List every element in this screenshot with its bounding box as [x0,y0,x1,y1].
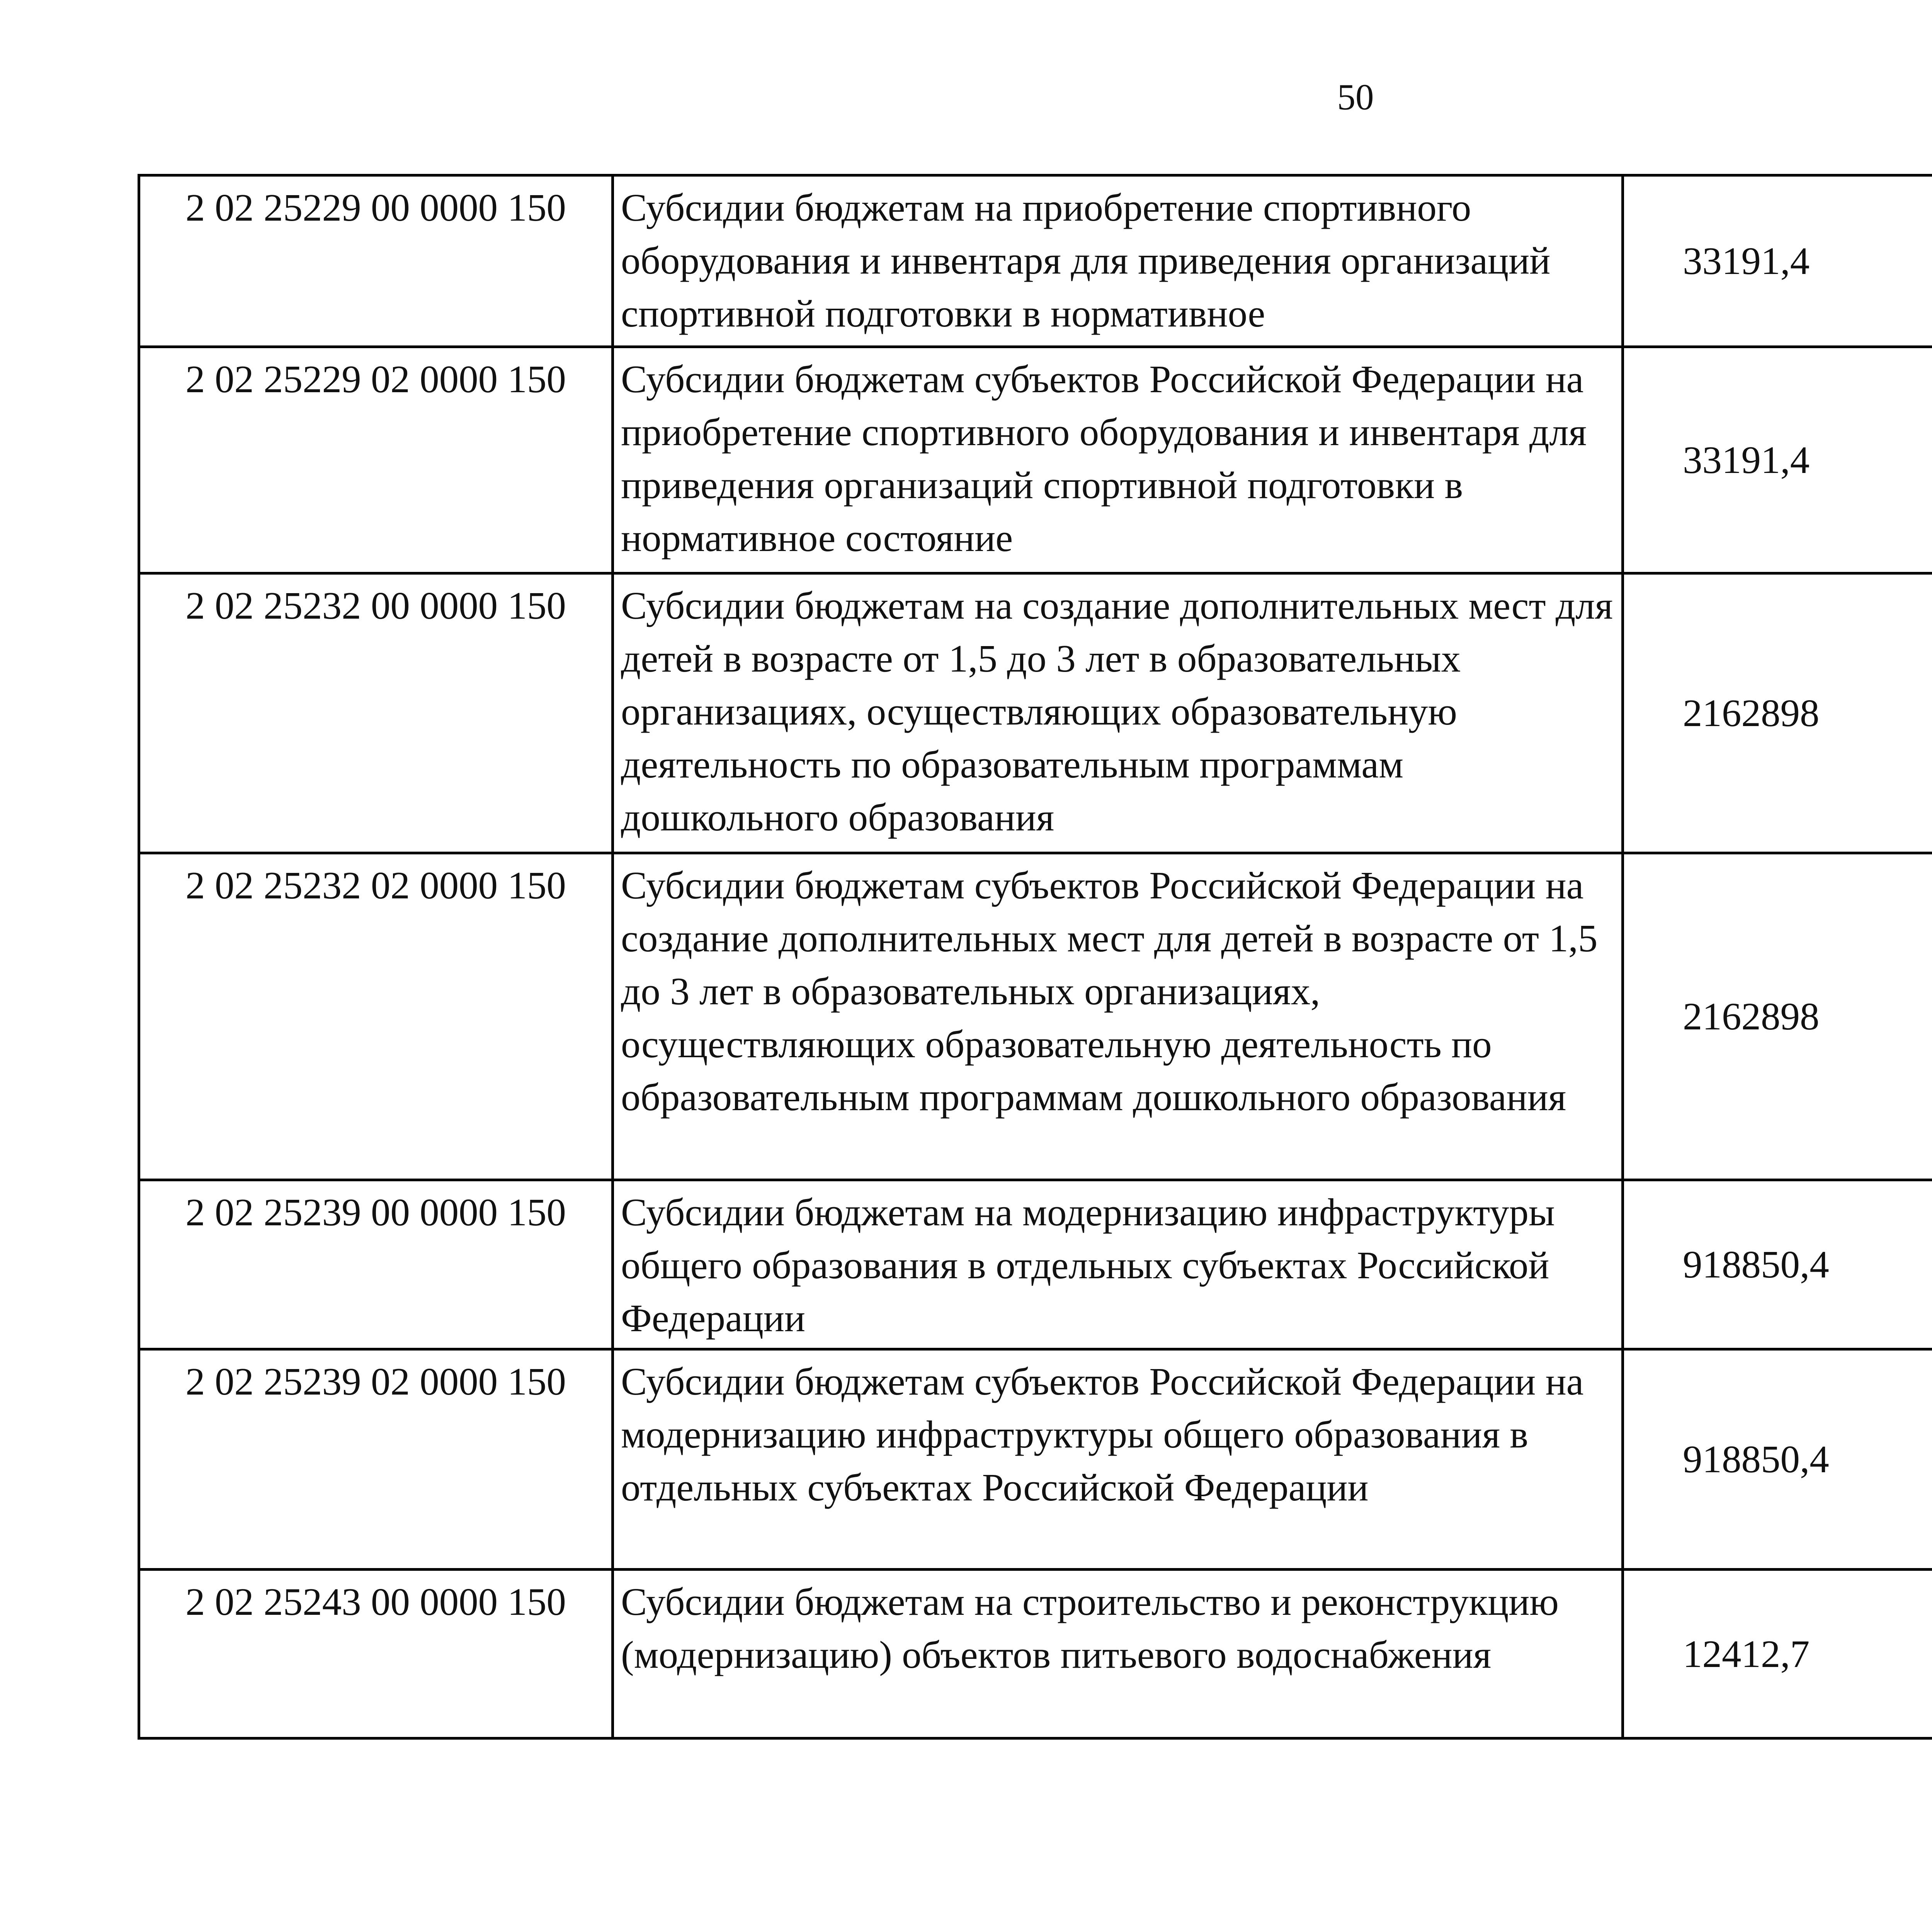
classification-code: 2 02 25229 00 0000 150 [139,175,613,347]
table-row [139,175,1932,347]
table-row [139,1349,1932,1570]
subsidy-description: Субсидии бюджетам субъектов Российской Федерации на модернизацию инфраструктуры общего образования в отдельных субъектах Российской Федерации [613,1349,1623,1570]
classification-code: 2 02 25239 00 0000 150 [139,1180,613,1349]
classification-code: 2 02 25229 02 0000 150 [139,347,613,573]
subsidy-description: Субсидии бюджетам субъектов Российской Федерации на создание дополнительных мест для детей в возрасте от 1,5 до 3 лет в образовательных организациях, осуществляющих образовательную деятельность по образовательным программам дошкольного образования [613,853,1623,1180]
amount-year-1: 918850,4 [1623,1349,1932,1570]
table-row [139,1570,1932,1738]
table-row [139,347,1932,573]
amount-year-1: 2162898 [1623,853,1932,1180]
subsidy-description: Субсидии бюджетам на строительство и реконструкцию (модернизацию) объектов питьевого водоснабжения [613,1570,1623,1738]
subsidy-description: Субсидии бюджетам на создание дополнительных мест для детей в возрасте от 1,5 до 3 лет в образовательных организациях, осуществляющих образовательную деятельность по образовательным программам дошкольного образования [613,573,1623,853]
subsidy-description: Субсидии бюджетам на модернизацию инфраструктуры общего образования в отдельных субъектах Российской Федерации [613,1180,1623,1349]
subsidy-description: Субсидии бюджетам на приобретение спортивного оборудования и инвентаря для приведения организаций спортивной подготовки в нормативное [613,175,1623,347]
table-row [139,1180,1932,1349]
amount-year-1: 33191,4 [1623,347,1932,573]
table-row [139,853,1932,1180]
page-number: 50 [1337,77,1374,117]
classification-code: 2 02 25239 02 0000 150 [139,1349,613,1570]
amount-year-1: 2162898 [1623,573,1932,853]
classification-code: 2 02 25232 02 0000 150 [139,853,613,1180]
amount-year-1: 12412,7 [1623,1570,1932,1738]
amount-year-1: 918850,4 [1623,1180,1932,1349]
budget-table [138,174,1932,1740]
amount-year-1: 33191,4 [1623,175,1932,347]
table-row [139,573,1932,853]
classification-code: 2 02 25243 00 0000 150 [139,1570,613,1738]
subsidy-description: Субсидии бюджетам субъектов Российской Федерации на приобретение спортивного оборудования и инвентаря для приведения организаций спортивной подготовки в нормативное состояние [613,347,1623,573]
classification-code: 2 02 25232 00 0000 150 [139,573,613,853]
